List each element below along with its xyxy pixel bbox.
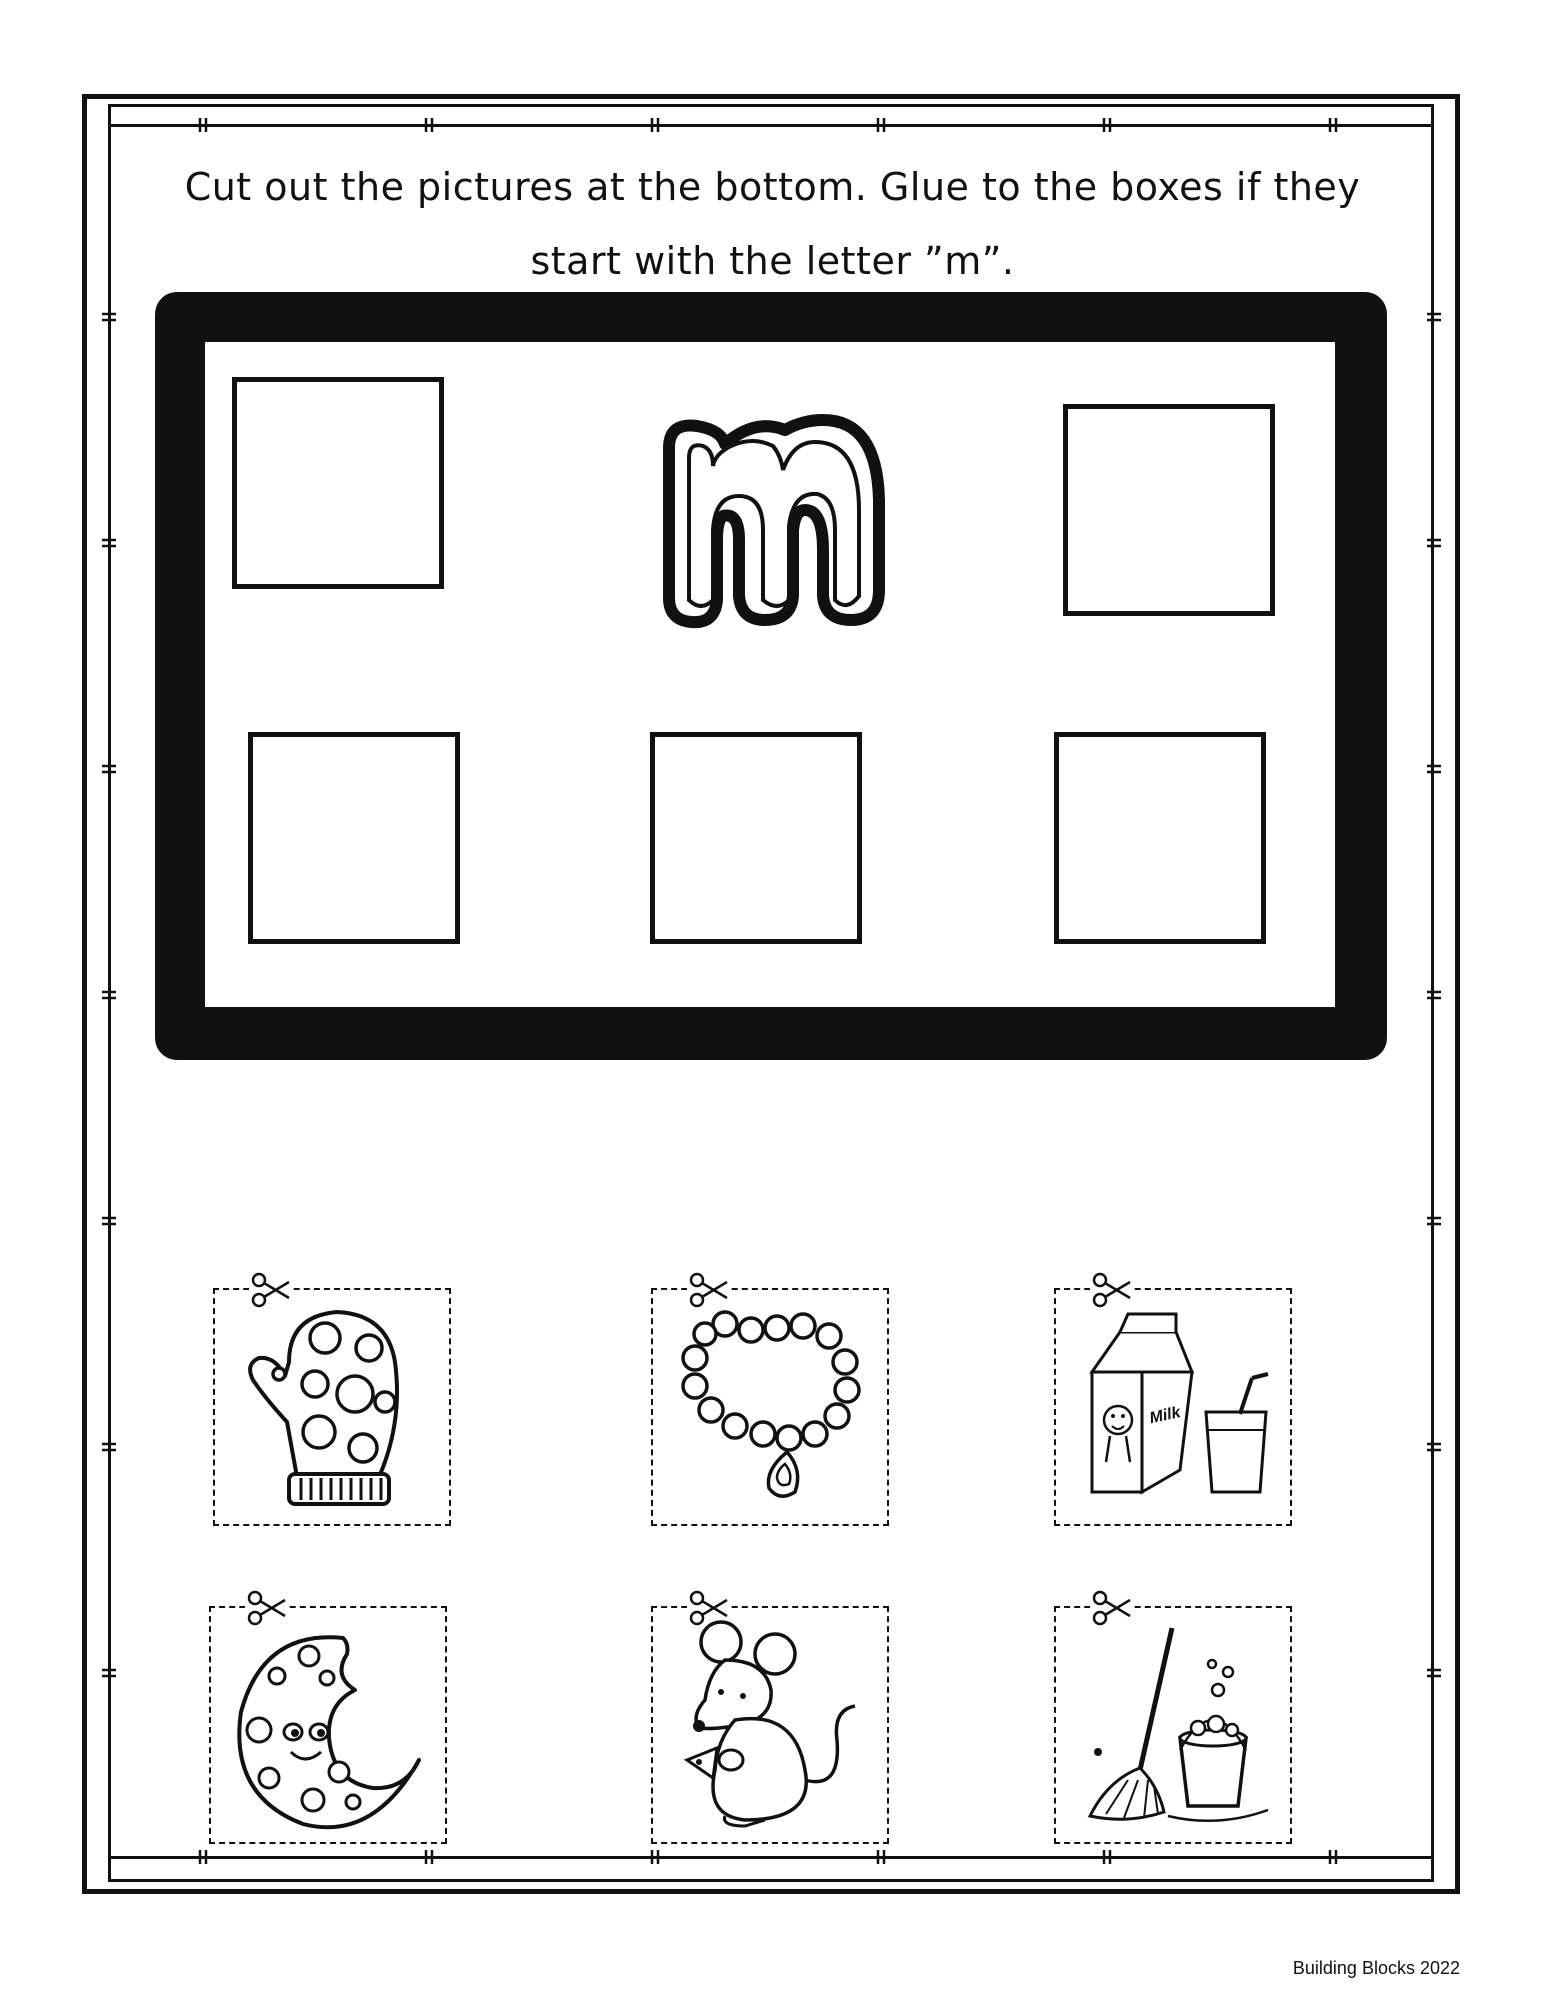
mitten-icon — [227, 1302, 437, 1512]
tick-mark-icon — [1427, 1666, 1441, 1680]
tick-mark-icon — [1427, 1214, 1441, 1228]
tick-mark-icon — [422, 118, 436, 132]
drop-box-3[interactable] — [248, 732, 460, 944]
tick-mark-icon — [102, 1440, 116, 1454]
tick-mark-icon — [102, 536, 116, 550]
tick-mark-icon — [648, 1850, 662, 1864]
instructions — [180, 150, 1365, 298]
cutout-card-mouse[interactable] — [651, 1606, 889, 1844]
tick-mark-icon — [648, 118, 662, 132]
drop-box-2[interactable] — [1063, 404, 1275, 616]
tick-mark-icon — [102, 1214, 116, 1228]
tick-mark-icon — [1100, 118, 1114, 132]
tick-mark-icon — [1326, 118, 1340, 132]
target-letter — [655, 400, 895, 630]
tick-mark-icon — [1100, 1850, 1114, 1864]
cutout-card-milk[interactable] — [1054, 1288, 1292, 1526]
tick-mark-icon — [102, 1666, 116, 1680]
top-rule — [108, 124, 1434, 127]
bottom-rule — [108, 1856, 1434, 1859]
tick-mark-icon — [1427, 988, 1441, 1002]
tick-mark-icon — [1427, 310, 1441, 324]
cutout-card-necklace[interactable] — [651, 1288, 889, 1526]
tick-mark-icon — [196, 1850, 210, 1864]
tick-mark-icon — [1427, 1440, 1441, 1454]
tick-mark-icon — [422, 1850, 436, 1864]
cutout-card-moon[interactable] — [209, 1606, 447, 1844]
necklace-icon — [665, 1302, 875, 1512]
tick-mark-icon — [1326, 1850, 1340, 1864]
cutout-card-mop[interactable] — [1054, 1606, 1292, 1844]
drop-box-1[interactable] — [232, 377, 444, 589]
tick-mark-icon — [102, 988, 116, 1002]
moon-icon — [223, 1620, 433, 1830]
footer-credit: Building Blocks 2022 — [1292, 1958, 1460, 1978]
tick-mark-icon — [102, 762, 116, 776]
tick-mark-icon — [102, 310, 116, 324]
bubble-letter-m-icon — [655, 400, 895, 630]
mouse-icon — [665, 1620, 875, 1830]
cutout-card-mitten[interactable] — [213, 1288, 451, 1526]
milk-carton-icon — [1068, 1302, 1278, 1512]
tick-mark-icon — [1427, 762, 1441, 776]
tick-mark-icon — [196, 118, 210, 132]
tick-mark-icon — [874, 118, 888, 132]
drop-box-5[interactable] — [1054, 732, 1266, 944]
mop-bucket-icon — [1068, 1620, 1278, 1830]
tick-mark-icon — [1427, 536, 1441, 550]
instructions-line-2: start with the letter ”m”. — [530, 239, 1015, 283]
instructions-line-1: Cut out the pictures at the bottom. Glue to the boxes if they — [184, 165, 1361, 209]
milk-label: Milk — [1148, 1404, 1183, 1428]
drop-box-4[interactable] — [650, 732, 862, 944]
tick-mark-icon — [874, 1850, 888, 1864]
